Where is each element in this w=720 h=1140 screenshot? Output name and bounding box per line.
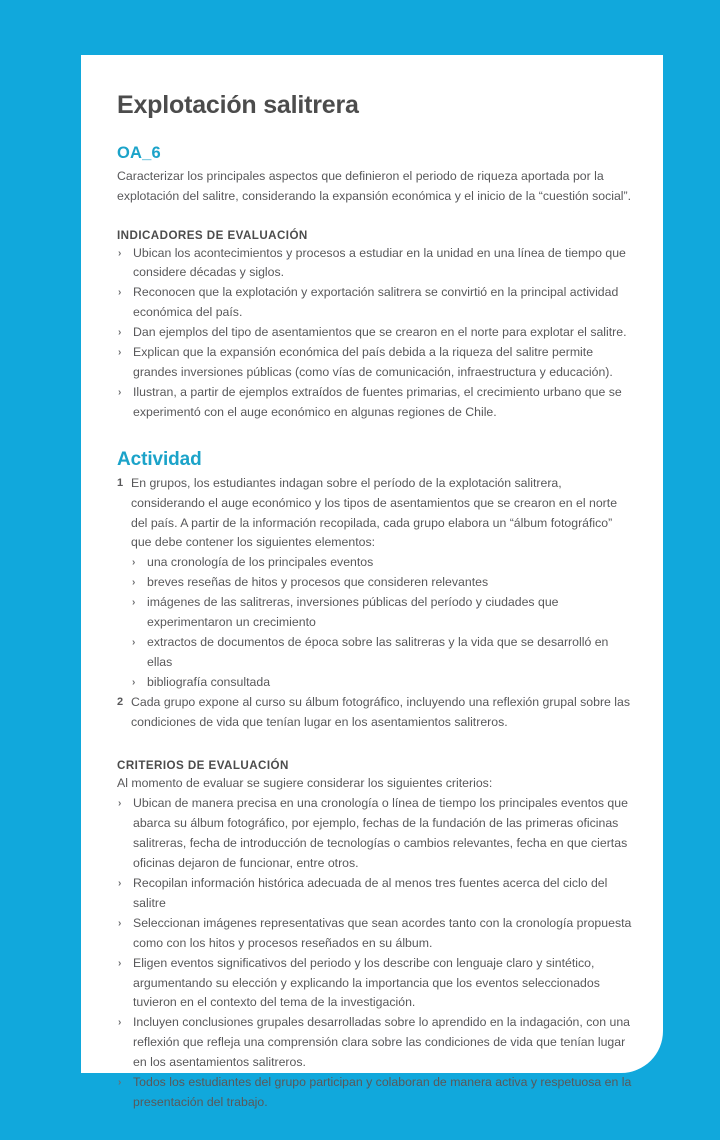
list-item-text: imágenes de las salitreras, inversiones públicas del período y ciudades que experimentaron un crecimiento — [147, 595, 559, 630]
chevron-right-icon: › — [132, 557, 136, 569]
list-item — [131, 573, 633, 593]
activity-subitems-wrapper — [117, 553, 633, 692]
list-item-text: Ubican de manera precisa en una cronología o línea de tiempo los principales eventos que abarca su álbum fotográfico, por ejemplo, fechas de la fundación de las primeras oficinas salitreras, fecha de introducción de tecnologías o cambios relevantes, fecha en que ciertas oficinas dejaron de funcionar, entre otros. — [133, 796, 628, 871]
objective-description: Caracterizar los principales aspectos que definieron el periodo de riqueza aportada por la explotación del salitre, considerando la expansión económica y el inicio de la “cuestión social”. — [117, 168, 632, 203]
criteria-intro: Al momento de evaluar se sugiere considerar los siguientes criterios: — [117, 775, 493, 790]
indicators-heading: INDICADORES DE EVALUACIÓN — [117, 228, 308, 242]
list-item — [117, 693, 633, 733]
chevron-right-icon: › — [118, 287, 122, 299]
list-item-text: bibliografía consultada — [147, 674, 271, 689]
activity-subitems-list — [131, 553, 633, 692]
list-item-text: Reconocen que la explotación y exportación salitrera se convirtió en la principal actividad económica del país. — [133, 285, 619, 320]
indicators-list — [117, 244, 633, 423]
list-item — [131, 553, 633, 573]
list-item-text: Explican que la expansión económica del país debida a la riqueza del salitre permite grandes inversiones públicas (como vías de comunicación, infraestructura y educación). — [133, 345, 613, 379]
activity-list — [117, 474, 633, 733]
chevron-right-icon: › — [132, 577, 136, 589]
list-item-text: Ilustran, a partir de ejemplos extraídos de fuentes primarias, el crecimiento urbano que se experimentó con el auge económico en algunas regiones de Chile. — [133, 384, 622, 419]
list-item — [117, 383, 633, 423]
chevron-right-icon: › — [118, 386, 122, 398]
list-item — [117, 1013, 633, 1073]
criteria-list — [117, 794, 633, 1113]
list-item — [117, 954, 633, 1014]
list-item-text: Incluyen conclusiones grupales desarrolladas sobre lo aprendido en la indagación, con una reflexión que refleja una comprensión clara sobre las condiciones de vida que tenían lugar en los asentamientos salitreros. — [133, 1015, 630, 1070]
list-item-text: Eligen eventos significativos del periodo y los describe con lenguaje claro y sintético, argumentando su elección y explicando la importancia que los eventos seleccionados tuvieron en el contexto del tema de la investigación. — [133, 955, 600, 1010]
list-item-number: 1 — [117, 476, 124, 489]
list-item — [117, 874, 633, 914]
list-item — [131, 593, 633, 633]
chevron-right-icon: › — [118, 798, 122, 810]
content-card — [81, 55, 663, 1109]
list-item-text: Ubican los acontecimientos y procesos a estudiar en la unidad en una línea de tiempo que considere décadas y siglos. — [133, 245, 626, 280]
chevron-right-icon: › — [118, 347, 122, 359]
chevron-right-icon: › — [132, 597, 136, 609]
list-item-number: 2 — [117, 695, 124, 708]
list-item-text: breves reseñas de hitos y procesos que consideren relevantes — [147, 575, 489, 590]
objective-code: OA_6 — [117, 143, 161, 162]
list-item — [117, 474, 633, 554]
list-item — [117, 343, 633, 383]
list-item-text: Recopilan información histórica adecuada de al menos tres fuentes acerca del ciclo del salitre — [133, 876, 608, 910]
spacer — [117, 733, 633, 759]
chevron-right-icon: › — [118, 1017, 122, 1029]
activity-heading: Actividad — [117, 448, 202, 470]
page-title: Explotación salitrera — [117, 91, 359, 119]
chevron-right-icon: › — [118, 917, 122, 929]
list-item — [117, 244, 633, 284]
list-item — [117, 1073, 633, 1113]
list-item-text: extractos de documentos de época sobre las salitreras y la vida que se desarrolló en ellas — [147, 634, 609, 669]
list-item — [117, 283, 633, 323]
list-item-text: Cada grupo expone al curso su álbum fotográfico, incluyendo una reflexión grupal sobre las condiciones de vida que tenían lugar en los asentamientos salitreros. — [131, 694, 631, 729]
chevron-right-icon: › — [118, 957, 122, 969]
chevron-right-icon: › — [118, 878, 122, 890]
chevron-right-icon: › — [118, 1077, 122, 1089]
list-item-text: Dan ejemplos del tipo de asentamientos que se crearon en el norte para explotar el salitre. — [133, 325, 627, 340]
chevron-right-icon: › — [132, 676, 136, 688]
list-item-text: Seleccionan imágenes representativas que sean acordes tanto con la cronología propuesta como con los hitos y procesos reseñados en su álbum. — [133, 915, 632, 950]
list-item — [131, 673, 633, 693]
list-item-text: una cronología de los principales eventos — [147, 555, 374, 570]
spacer — [117, 423, 633, 449]
chevron-right-icon: › — [118, 247, 122, 259]
list-item — [131, 633, 633, 673]
content-inner — [117, 91, 633, 1113]
list-item — [117, 323, 633, 343]
list-item — [117, 914, 633, 954]
chevron-right-icon: › — [118, 327, 122, 339]
list-item — [117, 794, 633, 874]
criteria-heading: CRITERIOS DE EVALUACIÓN — [117, 758, 289, 772]
list-item-text: En grupos, los estudiantes indagan sobre el período de la explotación salitrera, considerando el auge económico y los tipos de asentamientos que se crearon en el norte del país. A partir de la información recopilada, cada grupo elabora un “álbum fotográfico” que debe contener los siguientes elementos: — [131, 475, 618, 550]
chevron-right-icon: › — [132, 636, 136, 648]
list-item-text: Todos los estudiantes del grupo participan y colaboran de manera activa y respetuosa en la presentación del trabajo. — [133, 1075, 632, 1109]
